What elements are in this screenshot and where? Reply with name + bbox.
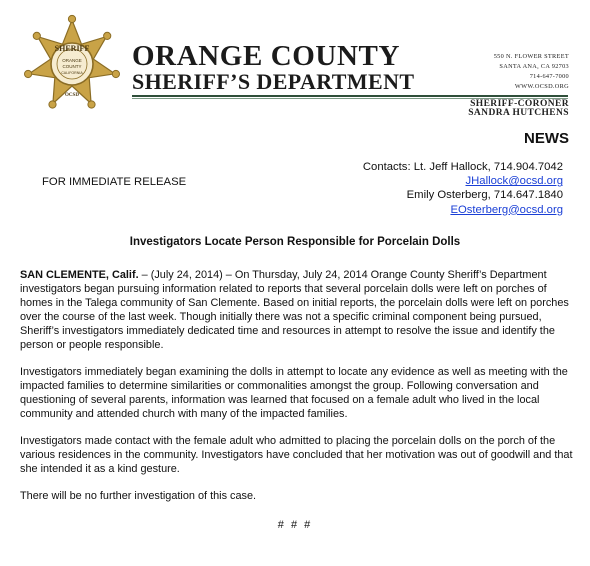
org-name: ORANGE COUNTY bbox=[132, 40, 401, 72]
release-label: FOR IMMEDIATE RELEASE bbox=[42, 176, 187, 188]
address-street: 550 N. FLOWER STREET bbox=[493, 53, 569, 60]
paragraph-1-text: – (July 24, 2014) – On Thursday, July 24, 2014 Orange County Sheriff’s Department investigators began pursuing information related to reports that several porcelain dolls were left on porches of homes in the Talega community of San Clemente. Based on initial reports, the porcelain dolls were left on porches over the course of the last week. Though initially there was not a specific criminal component being pursued, Sheriff’s investigators immediately dedicated time and resources in attempt to resolve the issue and identify the person or people responsible. bbox=[20, 269, 569, 351]
sheriff-badge-logo bbox=[22, 8, 122, 114]
article-body bbox=[20, 268, 580, 516]
contact-email-2[interactable]: EOsterberg@ocsd.org bbox=[450, 203, 563, 216]
badge-seal-line-2: COUNTY bbox=[62, 64, 82, 69]
coroner-block bbox=[468, 100, 569, 118]
badge-top-text: SHERIFF bbox=[54, 44, 90, 53]
contacts-block bbox=[363, 160, 563, 217]
star-tip-ball bbox=[112, 70, 119, 77]
paragraph-4: There will be no further investigation of this case. bbox=[20, 490, 257, 502]
contact-line-1: Contacts: Lt. Jeff Hallock, 714.904.7042 bbox=[362, 161, 563, 173]
paragraph-1 bbox=[20, 268, 580, 352]
star-tip-ball bbox=[68, 15, 75, 22]
address-block bbox=[494, 52, 569, 92]
coroner-title: SHERIFF-CORONER bbox=[470, 99, 569, 109]
coroner-name: SANDRA HUTCHENS bbox=[468, 108, 569, 118]
address-website: WWW.OCSD.ORG bbox=[514, 83, 569, 90]
star-tip-ball bbox=[33, 32, 40, 39]
star-tip-ball bbox=[25, 70, 32, 77]
department-name: SHERIFF’S DEPARTMENT bbox=[132, 69, 415, 94]
star-tip-ball bbox=[88, 101, 95, 108]
paragraph-3: Investigators made contact with the female adult who admitted to placing the porcelain dolls on the porch of the various residences in the community. Investigators have concluded that her motivation was out of goodwill and that she intended it as a kind gesture. bbox=[20, 435, 573, 475]
badge-seal-line-1: ORANGE bbox=[62, 58, 82, 63]
dateline: SAN CLEMENTE, Calif. bbox=[20, 269, 139, 281]
address-city: SANTA ANA, CA 92703 bbox=[499, 63, 569, 70]
star-tip-ball bbox=[49, 101, 56, 108]
badge-seal-line-3: CALIFORNIA bbox=[61, 71, 83, 75]
address-phone: 714-647-7000 bbox=[529, 73, 569, 80]
header-rule bbox=[132, 95, 568, 97]
article-title: Investigators Locate Person Responsible for Porcelain Dolls bbox=[129, 236, 461, 248]
contact-email-1[interactable]: JHallock@ocsd.org bbox=[465, 175, 563, 188]
star-tip-ball bbox=[104, 32, 111, 39]
badge-bottom-text: OCSD bbox=[65, 93, 79, 98]
news-label: NEWS bbox=[524, 130, 569, 147]
paragraph-2: Investigators immediately began examining the dolls in attempt to locate any evidence as well as meeting with the impacted families to determine similarities or commonalities amongst the group. Following conversation and questioning of several parents, information was learned that focused on a female adult who lived in the local community and attended church with many of the impacted families. bbox=[20, 366, 568, 420]
end-mark: # # # bbox=[277, 519, 313, 531]
contact-line-2: Emily Osterberg, 714.647.1840 bbox=[406, 189, 563, 202]
